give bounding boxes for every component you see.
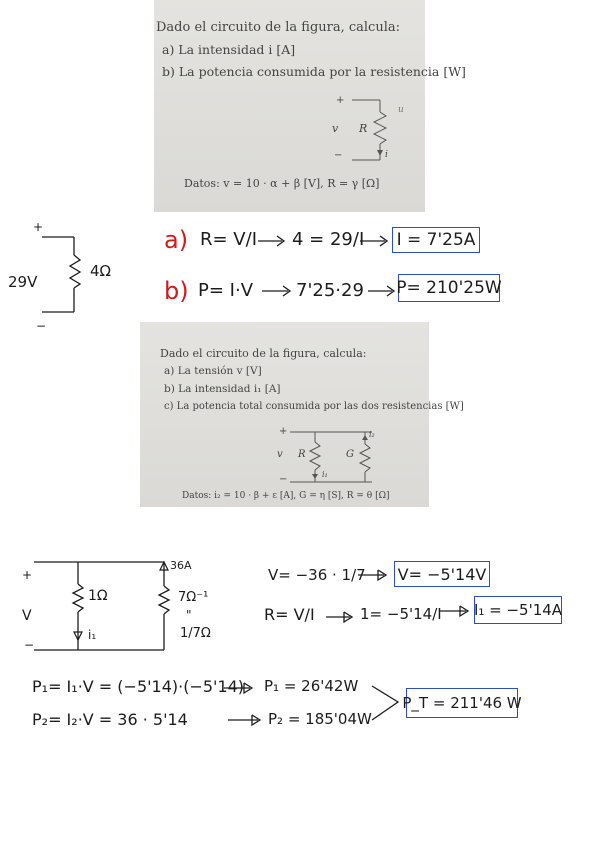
circuit-1-plus: +	[33, 220, 44, 234]
part-a-formula: R= V/I	[200, 229, 257, 250]
part-a-substitution: 4 = 29/I	[292, 229, 365, 250]
r2-ditto: "	[186, 608, 192, 622]
problem-2-item-c: c) La potencia total consumida por las dos resistencias [W]	[164, 401, 464, 412]
part-b-formula: P= I·V	[198, 280, 254, 301]
problem-2-r-label: R	[298, 449, 306, 460]
r2-alt-value: 1/7Ω	[180, 626, 211, 641]
problem-1-data: Datos: v = 10 · α + β [V], R = γ [Ω]	[184, 177, 380, 190]
part-b-substitution: 7'25·29	[296, 280, 364, 301]
problem-2-photo	[140, 322, 464, 507]
problem-1-minus: −	[334, 150, 343, 161]
problem-2-g-label: G	[346, 449, 354, 460]
i-substitution: 1= −5'14/I	[360, 605, 442, 623]
current-source-value: 36A	[170, 559, 192, 572]
problem-2-i1-label: i₁	[322, 470, 328, 479]
circuit-1-resistance: 4Ω	[90, 262, 112, 280]
problem-1-i-label: i	[385, 150, 388, 160]
i-result-box: I₁ = −5'14A	[474, 596, 562, 624]
v-result-box: V= −5'14V	[394, 561, 490, 587]
problem-1-r-label: R	[359, 122, 368, 135]
circuit-2-drawing	[34, 562, 169, 650]
problem-2-minus: −	[279, 474, 288, 485]
problem-2-item-b: b) La intensidad i₁ [A]	[164, 383, 281, 395]
problem-2-plus: +	[279, 426, 288, 437]
problem-2-i2-label: i₂	[369, 430, 375, 439]
part-a-result-box: I = 7'25A	[392, 227, 480, 253]
total-power-result-box: P_T = 211'46 W	[406, 688, 518, 718]
problem-1-u-label: u	[398, 105, 404, 115]
problem-1-header: Dado el circuito de la figura, calcula:	[156, 20, 400, 35]
part-a-label: a)	[164, 226, 189, 254]
r1-value: 1Ω	[88, 588, 108, 604]
circuit-1-drawing	[42, 237, 80, 312]
i-formula: R= V/I	[264, 605, 315, 624]
part-b-label: b)	[164, 277, 189, 305]
r2-value: 7Ω⁻¹	[178, 590, 209, 605]
circuit-2-plus: +	[22, 568, 33, 582]
i1-label: i₁	[88, 628, 97, 642]
p2-result: P₂ = 185'04W	[268, 710, 372, 728]
p1-result: P₁ = 26'42W	[264, 677, 359, 695]
problem-1-item-b: b) La potencia consumida por la resistencia [W]	[162, 64, 466, 79]
circuit-1-voltage: 29V	[8, 273, 38, 291]
problem-2-data: Datos: i₂ = 10 · β + ε [A], G = η [S], R = θ [Ω]	[182, 491, 390, 501]
circuit-2-voltage: V	[22, 608, 32, 624]
problem-2-header: Dado el circuito de la figura, calcula:	[160, 347, 367, 360]
problem-1-item-a: a) La intensidad i [A]	[162, 42, 296, 57]
part-b-result-box: P= 210'25W	[398, 274, 500, 302]
circuit-1-minus: −	[36, 319, 47, 333]
circuit-2-minus: −	[24, 638, 35, 652]
p1-equation: P₁= I₁·V = (−5'14)·(−5'14)	[32, 677, 245, 696]
v-equation: V= −36 · 1/7	[268, 566, 366, 584]
problem-1-plus: +	[336, 95, 345, 106]
problem-2-item-a: a) La tensión v [V]	[164, 365, 262, 377]
p2-equation: P₂= I₂·V = 36 · 5'14	[32, 710, 188, 729]
problem-1-v-label: v	[332, 122, 339, 135]
problem-2-v-label: v	[277, 449, 283, 460]
